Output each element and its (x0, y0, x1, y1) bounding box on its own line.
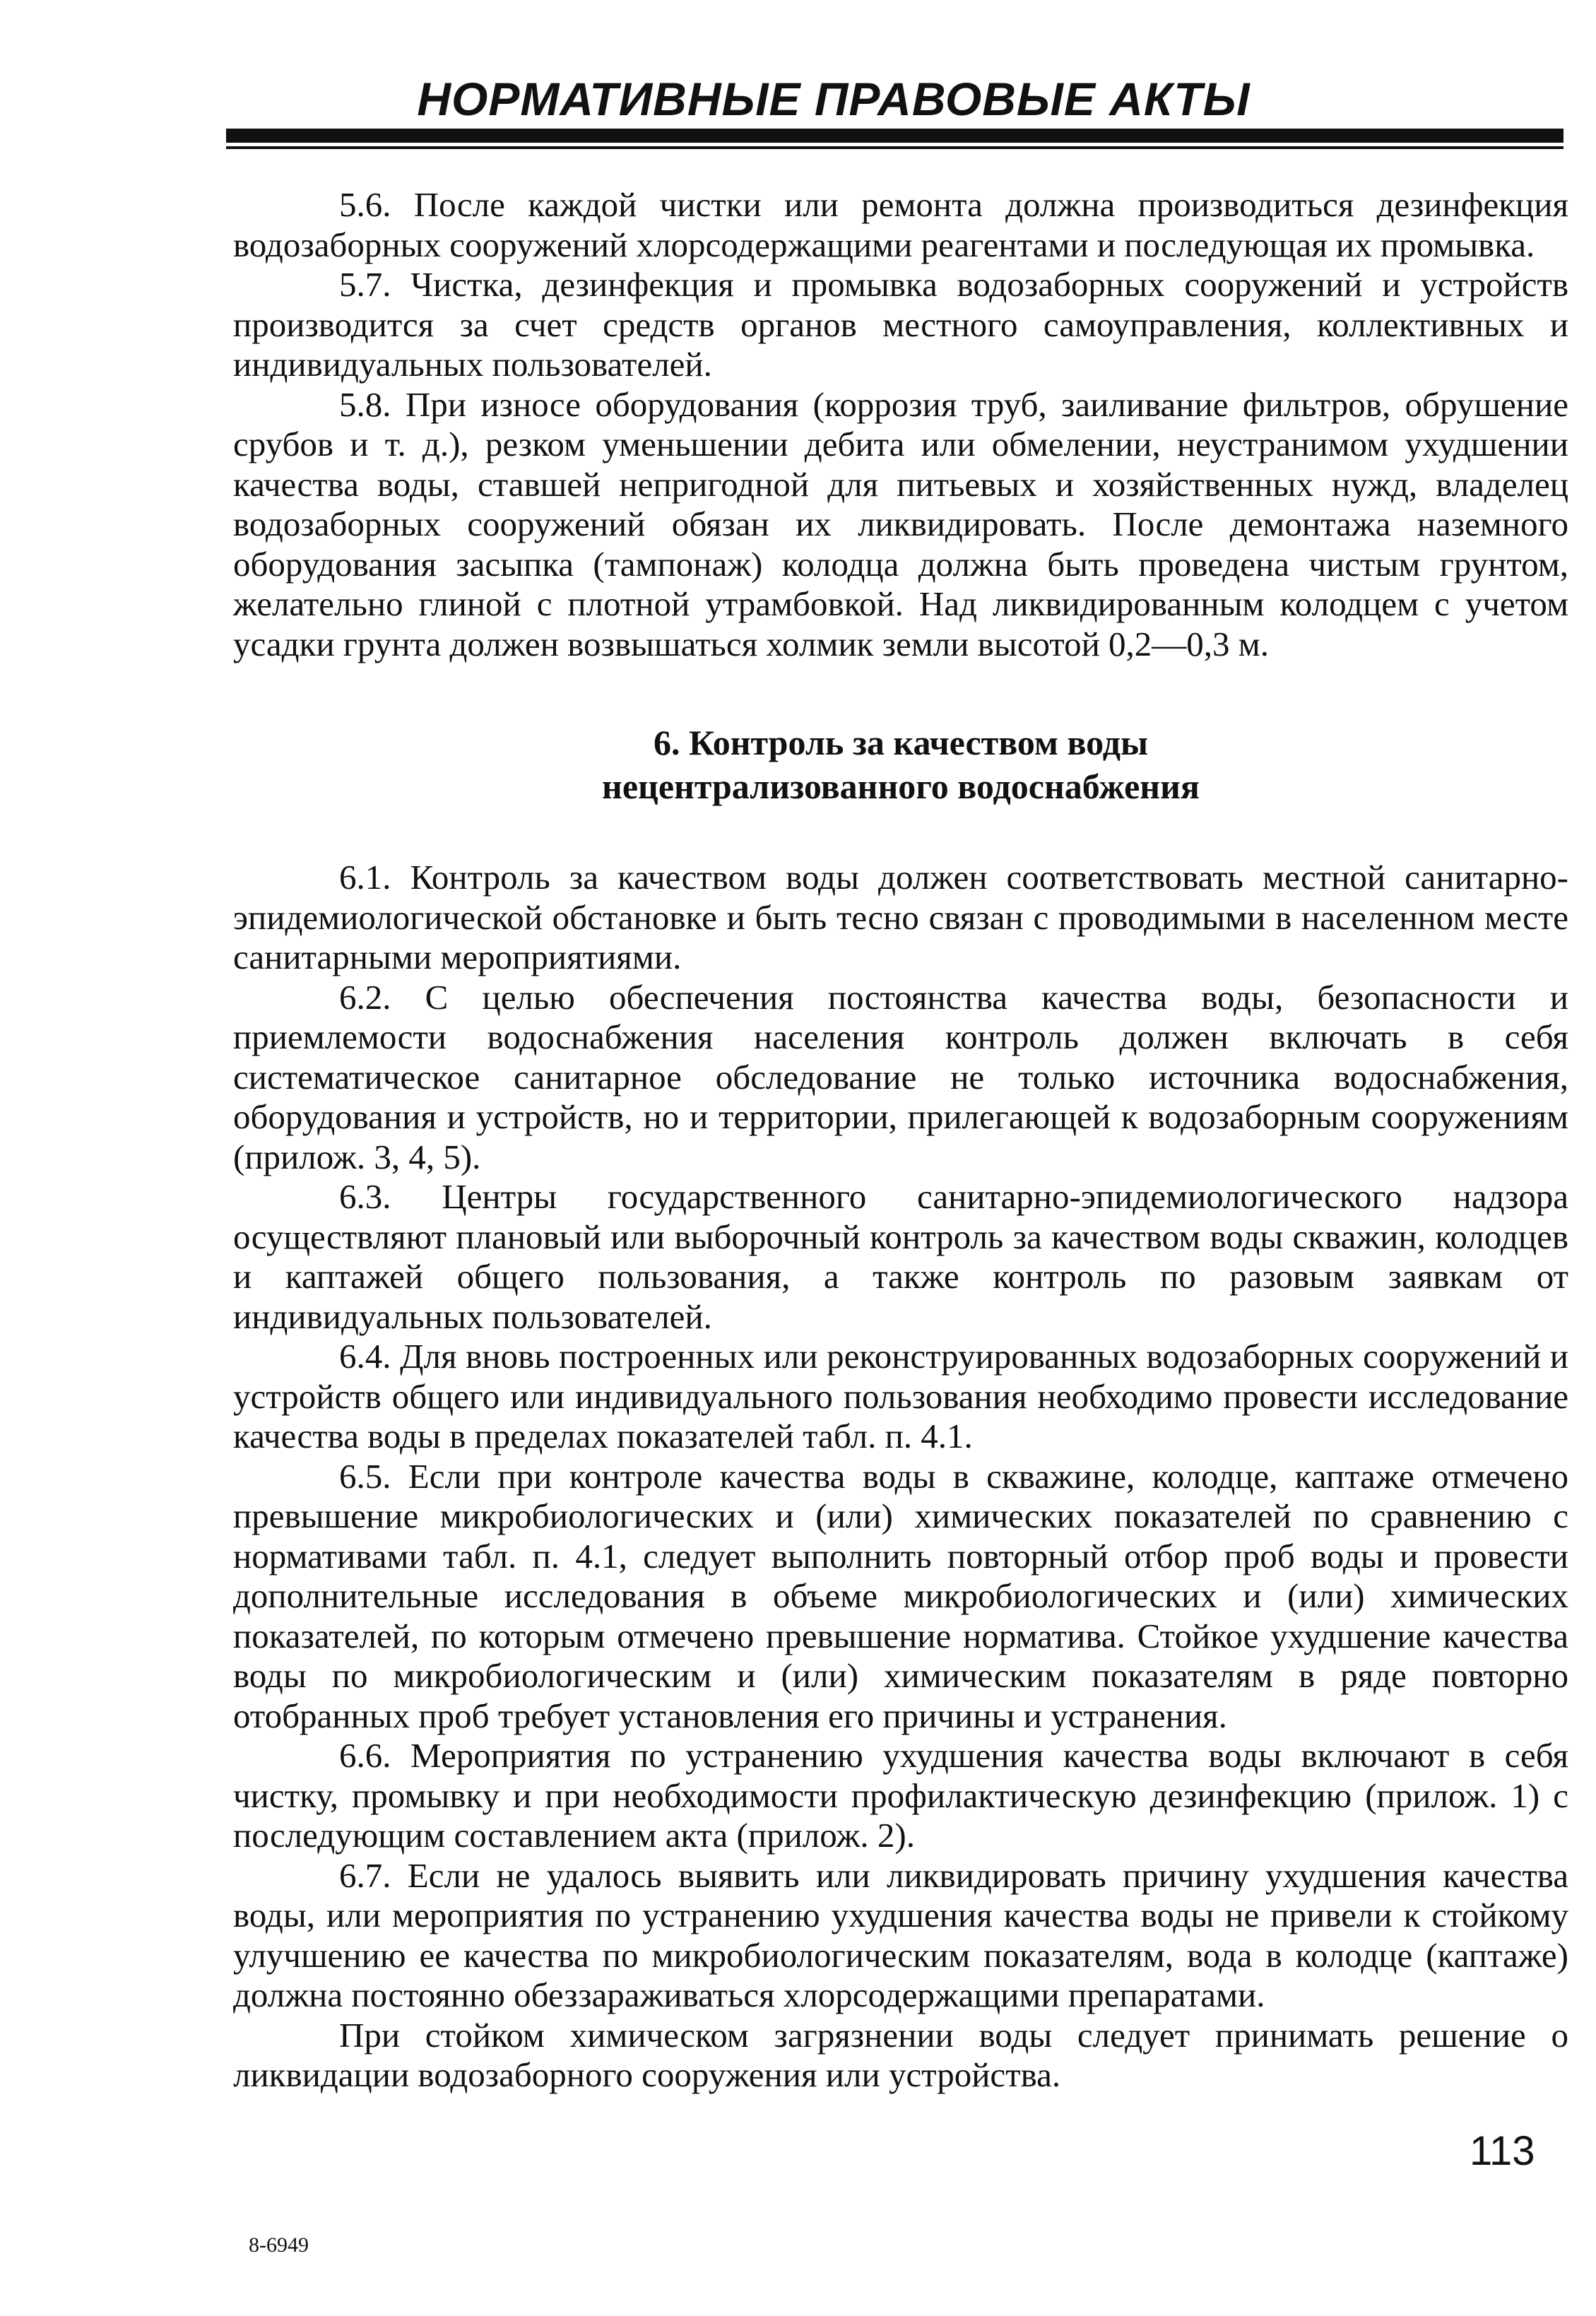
section-heading-line-1: 6. Контроль за качеством воды (653, 723, 1149, 762)
section-heading-line-2: нецентрализованного водоснабжения (602, 767, 1200, 806)
running-header-title: НОРМАТИВНЫЕ ПРАВОВЫЕ АКТЫ (417, 73, 1251, 125)
page-number: 113 (1470, 2128, 1535, 2174)
paragraph-6-7-continuation: При стойком химическом загрязнении воды следует принимать решение о ликвидации водозаборного сооружения или устройства. (233, 2015, 1568, 2094)
paragraph-6-3: 6.3. Центры государственного санитарно-эпидемиологического надзора осуществляют плановый или выборочный контроль за качеством воды скважин, колодцев и каптажей общего пользования, а также контроль по разовым заявкам от индивидуальных пользователей. (233, 1177, 1568, 1336)
paragraph-5-6: 5.6. После каждой чистки или ремонта должна производиться дезинфекция водозаборных сооружений хлорсодержащими реагентами и последующая их промывка. (233, 185, 1568, 264)
page-body (233, 185, 1568, 2096)
paragraph-6-4: 6.4. Для вновь построенных или реконструированных водозаборных сооружений и устройств общего или индивидуального пользования необходимо провести исследование качества воды в пределах показателей табл. п. 4.1. (233, 1337, 1568, 1455)
section-heading (233, 721, 1568, 808)
header-rule-thick (226, 129, 1564, 143)
paragraph-6-1: 6.1. Контроль за качеством воды должен соответствовать местной санитарно-эпидемиологической обстановке и быть тесно связан с проводимыми в населенном месте санитарными мероприятиями. (233, 858, 1568, 976)
printer-sheet-code: 8-6949 (249, 2233, 309, 2257)
paragraph-6-5: 6.5. Если при контроле качества воды в скважине, колодце, каптаже отмечено превышение микробиологических и (или) химических показателей по сравнению с нормативами табл. п. 4.1, следует выполнить повторный отбор проб воды и провести дополнительные исследования в объеме микробиологических и (или) химических показателей, по которым отмечено превышение норматива. Стойкое ухудшение качества воды по микробиологическим и (или) химическим показателям в ряде повторно отобранных проб требует установления его причины и устранения. (233, 1456, 1568, 1735)
paragraph-6-2: 6.2. С целью обеспечения постоянства качества воды, безопасности и приемлемости водоснабжения населения контроль должен включать в себя систематическое санитарное обследование не только источника водоснабжения, оборудования и устройств, но и территории, прилегающей к водозаборным сооружениям (прилож. 3, 4, 5). (233, 977, 1568, 1176)
paragraph-5-7: 5.7. Чистка, дезинфекция и промывка водозаборных сооружений и устройств производится за счет средств органов местного самоуправления, коллективных и индивидуальных пользователей. (233, 265, 1568, 384)
paragraph-6-7: 6.7. Если не удалось выявить или ликвидировать причину ухудшения качества воды, или мероприятия по устранению ухудшения качества воды не привели к стойкому улучшению ее качества по микробиологическим показателям, вода в колодце (каптаже) должна постоянно обеззараживаться хлорсодержащими препаратами. (233, 1855, 1568, 2014)
paragraph-6-6: 6.6. Мероприятия по устранению ухудшения качества воды включают в себя чистку, промывку и при необходимости профилактическую дезинфекцию (прилож. 1) с последующим составлением акта (прилож. 2). (233, 1736, 1568, 1855)
paragraph-5-8: 5.8. При износе оборудования (коррозия труб, заиливание фильтров, обрушение срубов и т. д.), резком уменьшении дебита или обмелении, неустранимом ухудшении качества воды, ставшей непригодной для питьевых и хозяйственных нужд, владелец водозаборных сооружений обязан их ликвидировать. После демонтажа наземного оборудования засыпка (тампонаж) колодца должна быть проведена чистым грунтом, желательно глиной с плотной утрамбовкой. Над ликвидированным колодцем с учетом усадки грунта должен возвышаться холмик земли высотой 0,2—0,3 м. (233, 384, 1568, 663)
header-rule-thin (226, 146, 1564, 149)
